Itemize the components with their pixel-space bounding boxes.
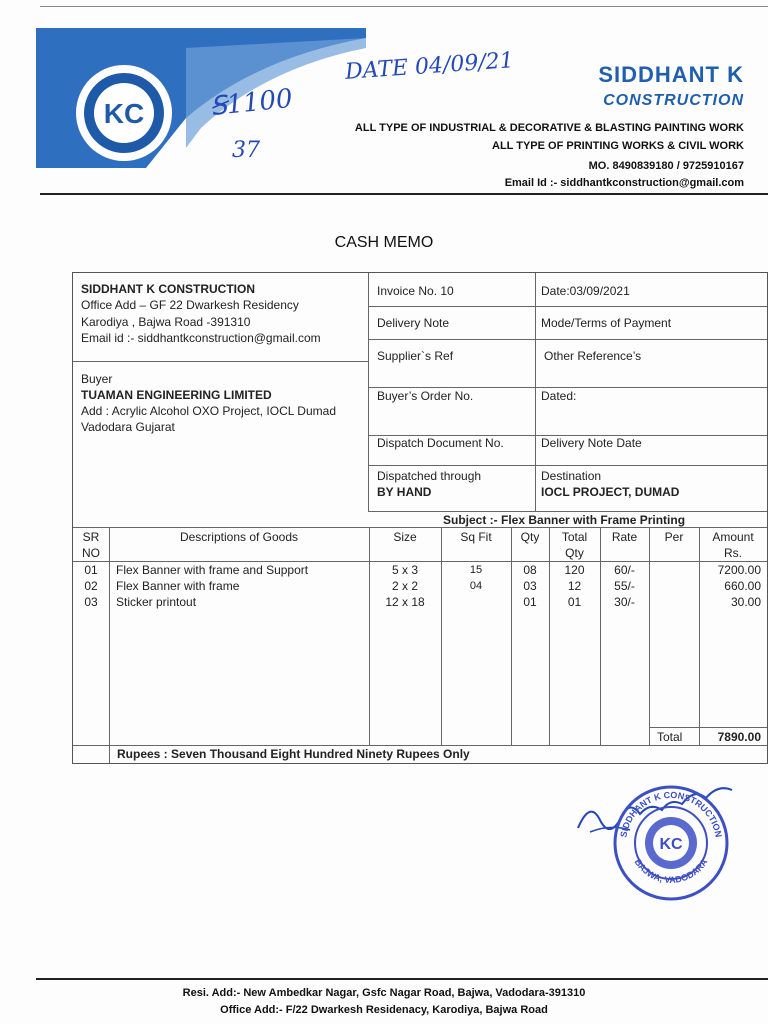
mode-terms-payment: Mode/Terms of Payment <box>541 316 672 330</box>
buyers-order-no: Buyer’s Order No. <box>377 389 474 403</box>
invoice-date: Date:03/09/2021 <box>541 284 630 298</box>
destination-value: IOCL PROJECT, DUMAD <box>541 485 680 499</box>
stamp-ring-bottom: BAJWA, VADODARA <box>632 857 710 885</box>
mobile-numbers: MO. 8490839180 / 9725910167 <box>588 160 744 172</box>
amount-in-words: Rupees : Seven Thousand Eight Hundred Ninety Rupees Only <box>117 747 470 761</box>
header-email: Email Id :- siddhantkconstruction@gmail.com <box>504 177 744 189</box>
handwritten-amount: Ꞩ1100 <box>208 83 295 123</box>
footer-divider <box>36 978 768 980</box>
logo-text: KC <box>103 98 145 129</box>
header-total-qty: Total Qty <box>561 530 588 560</box>
company-logo <box>36 28 366 168</box>
stamp-ring-top: SIDDHANT K CONSTRUCTION <box>618 789 724 839</box>
handwritten-number: 37 <box>232 138 260 163</box>
header-sq-fit: Sq Fit <box>460 530 492 544</box>
footer-office-address: Office Add:- F/22 Dwarkesh Residenacy, Karodiya, Bajwa Road <box>220 1004 548 1016</box>
seller-name: SIDDHANT K CONSTRUCTION <box>81 282 255 296</box>
cash-memo-table: SIDDHANT K CONSTRUCTION Office Add – GF 22 Dwarkesh Residency Karodiya , Bajwa Road -391310 Email id :- siddhantkconstruction@gmail.com Buyer TUAMAN ENGINEERING LIMITED Add : Acrylic Alcohol OXO Project, IOCL Dumad Vadodara Gujarat Invoice No. 10 Date:03/09/2021 Delivery Note Mode/Terms of Payment Supplier`s Ref Other Reference’s Buyer’s Order No. Dated: Dispatch Document No. Delivery Note Date Dispatched through BY HAND Destination IOCL PROJECT, DUMAD Subject :- Flex Banner with Frame Printing SR NO Descriptions of Goods Size Sq Fit Qty Total Qty Rate Per Amount Rs. 01 Flex Banner with frame and Support 5 x 3 15 08 120 60/- 7200.00 02 Flex Banner with frame 2 x 2 04 03 12 55/- 660.00 03 Sticker printout 12 x 18 01 01 30/- 30.00 Total 7890.00 Rupees : Seven Thousand Eight Hundred Ninety Rupees Only <box>72 272 768 764</box>
header-rate: Rate <box>611 530 638 544</box>
total-amount: 7890.00 <box>717 730 761 744</box>
header-per: Per <box>664 530 684 544</box>
header-qty: Qty <box>520 530 540 544</box>
order-dated: Dated: <box>541 389 577 403</box>
company-stamp <box>612 784 730 902</box>
subject-line: Subject :- Flex Banner with Frame Printing <box>443 513 686 527</box>
footer-residence-address: Resi. Add:- New Ambedkar Nagar, Gsfc Nagar Road, Bajwa, Vadodara-391310 <box>182 987 586 999</box>
suppliers-ref: Supplier`s Ref <box>377 349 454 363</box>
buyer-address-line-1: Add : Acrylic Alcohol OXO Project, IOCL Dumad <box>81 404 336 418</box>
invoice-number: Invoice No. 10 <box>377 284 454 298</box>
buyer-name: TUAMAN ENGINEERING LIMITED <box>81 388 272 402</box>
destination-label: Destination <box>541 469 602 483</box>
tagline-painting: ALL TYPE OF INDUSTRIAL & DECORATIVE & BLASTING PAINTING WORK <box>354 122 744 134</box>
document-title: CASH MEMO <box>334 234 434 251</box>
header-description: Descriptions of Goods <box>179 530 299 544</box>
seller-email: Email id :- siddhantkconstruction@gmail.com <box>81 331 321 345</box>
buyer-address-line-2: Vadodara Gujarat <box>81 420 175 434</box>
header-sr: SR NO <box>82 530 100 560</box>
buyer-label: Buyer <box>81 372 113 386</box>
header-size: Size <box>393 530 417 544</box>
stamp-center-text: KC <box>659 836 683 853</box>
handwritten-date: DATE 04/09/21 <box>344 48 515 85</box>
delivery-note: Delivery Note <box>377 316 450 330</box>
dispatched-through-label: Dispatched through <box>377 469 482 483</box>
other-reference: Other Reference’s <box>544 349 642 363</box>
dispatch-document-no: Dispatch Document No. <box>377 436 504 450</box>
dispatched-through-value: BY HAND <box>377 485 432 499</box>
header-amount: Amount Rs. <box>712 530 754 560</box>
company-subtitle: CONSTRUCTION <box>603 92 744 109</box>
company-name: SIDDHANT K <box>598 62 744 87</box>
seller-address-line-1: Office Add – GF 22 Dwarkesh Residency <box>81 298 299 312</box>
delivery-note-date: Delivery Note Date <box>541 436 642 450</box>
header-divider <box>40 193 768 195</box>
total-label: Total <box>657 730 683 744</box>
seller-address-line-2: Karodiya , Bajwa Road -391310 <box>81 315 251 329</box>
top-edge-line <box>40 6 768 7</box>
tagline-printing: ALL TYPE OF PRINTING WORKS & CIVIL WORK <box>492 140 744 152</box>
